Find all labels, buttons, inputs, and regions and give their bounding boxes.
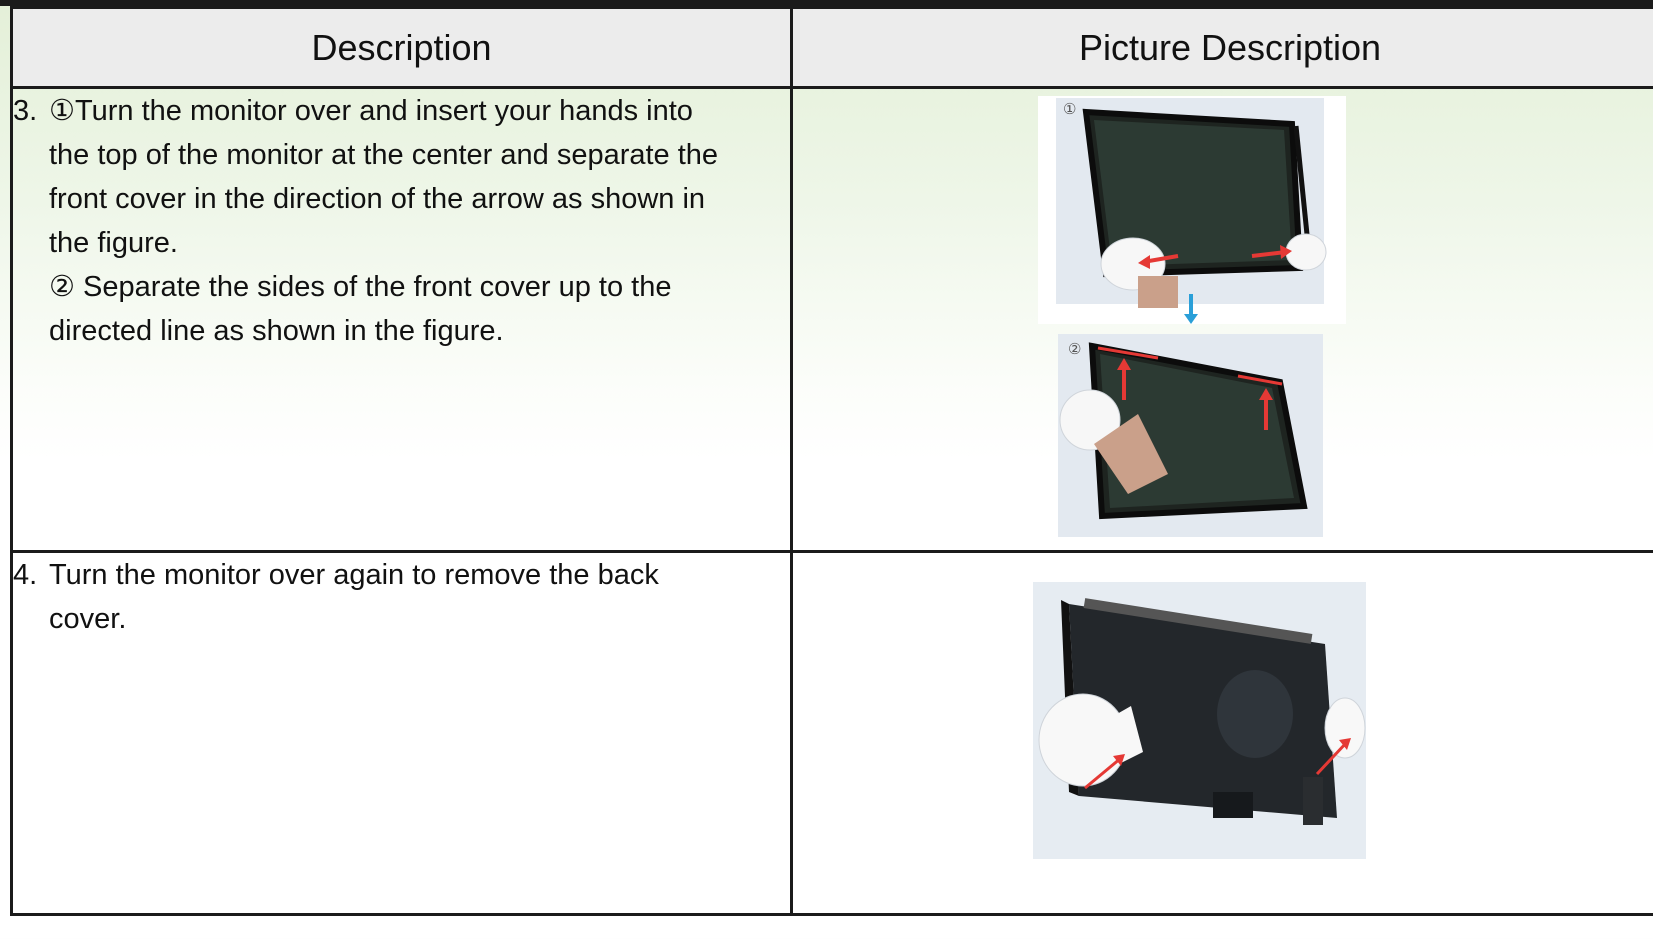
monitor-front-cover-photo: [1038, 96, 1346, 324]
header-description: Description: [12, 8, 792, 88]
step-text-line: front cover in the direction of the arrow as shown in: [49, 183, 706, 215]
step-text-line: the figure.: [49, 227, 178, 259]
monitor-side-separation-photo: [1058, 334, 1323, 537]
step-3-description: [12, 88, 792, 552]
step-4-description: [12, 552, 792, 915]
photo-label: ①: [1063, 101, 1077, 118]
step-3-pictures: [792, 88, 1653, 552]
header-row: [12, 8, 1653, 88]
step-4-pictures: [792, 552, 1653, 915]
step-number: 3.: [13, 95, 38, 127]
step-text-line: ①Turn the monitor over and insert your hands into: [49, 95, 693, 127]
step-text-line: cover.: [49, 603, 127, 635]
step-text-line: the top of the monitor at the center and separate the: [49, 139, 719, 171]
monitor-back-cover-photo: [1033, 582, 1366, 859]
step-number: 4.: [13, 559, 38, 591]
instruction-table: [10, 6, 1653, 916]
step-text-line: Turn the monitor over again to remove the back: [49, 559, 659, 591]
step-text-line: ② Separate the sides of the front cover up to the: [49, 271, 672, 303]
header-picture-description: Picture Description: [792, 8, 1653, 88]
step-text-line: directed line as shown in the figure.: [49, 315, 504, 347]
table-row: [12, 88, 1653, 552]
photo-label: ②: [1068, 341, 1082, 358]
table-row: [12, 552, 1653, 915]
